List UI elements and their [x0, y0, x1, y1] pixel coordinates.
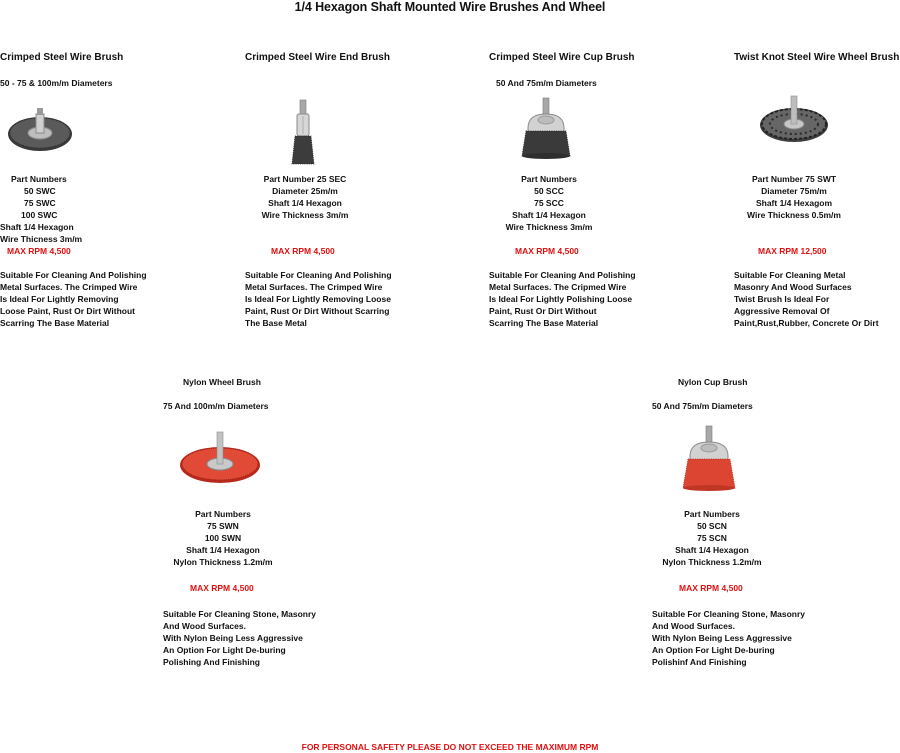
- max-rpm-label: MAX RPM 4,500: [679, 583, 743, 593]
- nylon-cup-image: [680, 426, 738, 492]
- max-rpm-label: MAX RPM 4,500: [7, 246, 71, 256]
- description-line: With Nylon Being Less Aggressive: [652, 633, 792, 643]
- page-title: 1/4 Hexagon Shaft Mounted Wire Brushes And Wheel: [294, 0, 606, 14]
- spec-line: Shaft 1/4 Hexagon: [675, 545, 749, 555]
- spec-line: Wire Thicness 3m/m: [0, 234, 83, 244]
- nylon-wheel-image: [178, 432, 262, 486]
- spec-line: Diameter 75m/m: [761, 186, 827, 196]
- description-line: Paint,Rust,Rubber, Concrete Or Dirt: [734, 318, 879, 328]
- cup-brush-image: [520, 98, 572, 160]
- spec-line: Part Numbers: [195, 509, 251, 519]
- description-line: Is Ideal For Lightly Polishing Loose: [489, 294, 633, 304]
- product-description: [0, 269, 147, 329]
- spec-line: Nylon Thickness 1.2m/m: [173, 557, 273, 567]
- product-specs: [489, 173, 609, 233]
- product-diameters: 50 - 75 & 100m/m Diameters: [0, 78, 113, 88]
- description-line: Suitable For Cleaning And Polishing: [0, 270, 147, 280]
- end-brush-image: [290, 100, 316, 166]
- description-line: Aggressive Removal Of: [734, 306, 830, 316]
- crimped-wheel-brush-image: [6, 108, 74, 154]
- product-specs: [652, 508, 772, 568]
- spec-line: 75 SWC: [24, 198, 56, 208]
- product-title: Nylon Wheel Brush: [183, 377, 261, 387]
- description-line: Is Ideal For Lightly Removing: [0, 294, 119, 304]
- description-line: Is Ideal For Lightly Removing Loose: [245, 294, 391, 304]
- spec-line: 50 SCC: [534, 186, 564, 196]
- description-line: Scarring The Base Material: [0, 318, 110, 328]
- description-line: An Option For Light De-buring: [163, 645, 286, 655]
- spec-line: 75 SCC: [534, 198, 564, 208]
- description-line: Masonry And Wood Surfaces: [734, 282, 852, 292]
- description-line: Polishing And Finishing: [163, 657, 260, 667]
- twist-knot-wheel-image: [758, 96, 830, 144]
- spec-line: Wire Thickness 0.5m/m: [747, 210, 841, 220]
- spec-line: Part Number 75 SWT: [751, 174, 837, 184]
- description-line: And Wood Surfaces.: [163, 621, 246, 631]
- product-diameters: 50 And 75m/m Diameters: [652, 401, 753, 411]
- max-rpm-label: MAX RPM 4,500: [515, 246, 579, 256]
- description-line: Twist Brush Is Ideal For: [734, 294, 830, 304]
- description-line: An Option For Light De-buring: [652, 645, 775, 655]
- max-rpm-label: MAX RPM 4,500: [271, 246, 335, 256]
- spec-line: 100 SWN: [204, 533, 242, 543]
- product-description: [489, 269, 636, 329]
- description-line: Metal Surfaces. The Crimped Wire: [245, 282, 383, 292]
- spec-line: Diameter 25m/m: [272, 186, 338, 196]
- product-title: Crimped Steel Wire Cup Brush: [489, 52, 635, 63]
- product-title: Crimped Steel Wire End Brush: [245, 52, 390, 63]
- description-line: Loose Paint, Rust Or Dirt Without: [0, 306, 135, 316]
- product-diameters: 75 And 100m/m Diameters: [163, 401, 269, 411]
- product-specs: [734, 173, 854, 221]
- spec-line: 100 SWC: [21, 210, 58, 220]
- product-specs: [245, 173, 365, 221]
- safety-warning-footer: FOR PERSONAL SAFETY PLEASE DO NOT EXCEED THE MAXIMUM RPM: [301, 742, 599, 752]
- spec-line: Shaft 1/4 Hexagon: [268, 198, 342, 208]
- description-line: Polishinf And Finishing: [652, 657, 747, 667]
- description-line: With Nylon Being Less Aggressive: [163, 633, 303, 643]
- description-line: Suitable For Cleaning And Polishing: [489, 270, 636, 280]
- spec-line: Shaft 1/4 Hexagon: [186, 545, 260, 555]
- product-title: Nylon Cup Brush: [678, 377, 748, 387]
- description-line: Scarring The Base Material: [489, 318, 599, 328]
- description-line: And Wood Surfaces.: [652, 621, 735, 631]
- spec-line: 75 SCN: [697, 533, 727, 543]
- product-specs: [163, 508, 283, 568]
- spec-line: Nylon Thickness 1.2m/m: [662, 557, 762, 567]
- spec-line: Part Numbers: [521, 174, 577, 184]
- spec-line: Shaft 1/4 Hexagon: [512, 210, 586, 220]
- description-line: The Base Metal: [245, 318, 307, 328]
- spec-line: 50 SCN: [697, 521, 727, 531]
- spec-line: Shaft 1/4 Hexagom: [755, 198, 833, 208]
- description-line: Metal Surfaces. The Cripmed Wire: [489, 282, 627, 292]
- description-line: Paint, Rust Or Dirt Without: [489, 306, 597, 316]
- product-title: Twist Knot Steel Wire Wheel Brush: [734, 52, 900, 63]
- spec-line: Shaft 1/4 Hexagon: [0, 222, 74, 232]
- description-line: Suitable For Cleaning And Polishing: [245, 270, 392, 280]
- product-description: [163, 608, 316, 668]
- spec-line: 50 SWC: [24, 186, 56, 196]
- max-rpm-label: MAX RPM 4,500: [190, 583, 254, 593]
- max-rpm-label: MAX RPM 12,500: [758, 246, 827, 256]
- spec-line: Part Numbers: [684, 509, 740, 519]
- product-description: [245, 269, 392, 329]
- description-line: Suitable For Cleaning Stone, Masonry: [163, 609, 317, 619]
- product-description: [734, 269, 879, 329]
- spec-line: Wire Thickness 3m/m: [261, 210, 349, 220]
- spec-line: Part Number 25 SEC: [263, 174, 347, 184]
- spec-line: Part Numbers: [11, 174, 67, 184]
- product-title: Crimped Steel Wire Brush: [0, 52, 124, 63]
- product-description: [652, 608, 805, 668]
- description-line: Suitable For Cleaning Metal: [734, 270, 846, 280]
- product-specs: [0, 173, 90, 245]
- description-line: Suitable For Cleaning Stone, Masonry: [652, 609, 806, 619]
- description-line: Metal Surfaces. The Crimped Wire: [0, 282, 138, 292]
- spec-line: Wire Thickness 3m/m: [505, 222, 593, 232]
- description-line: Paint, Rust Or Dirt Without Scarring: [245, 306, 390, 316]
- product-diameters: 50 And 75m/m Diameters: [496, 78, 597, 88]
- spec-line: 75 SWN: [207, 521, 239, 531]
